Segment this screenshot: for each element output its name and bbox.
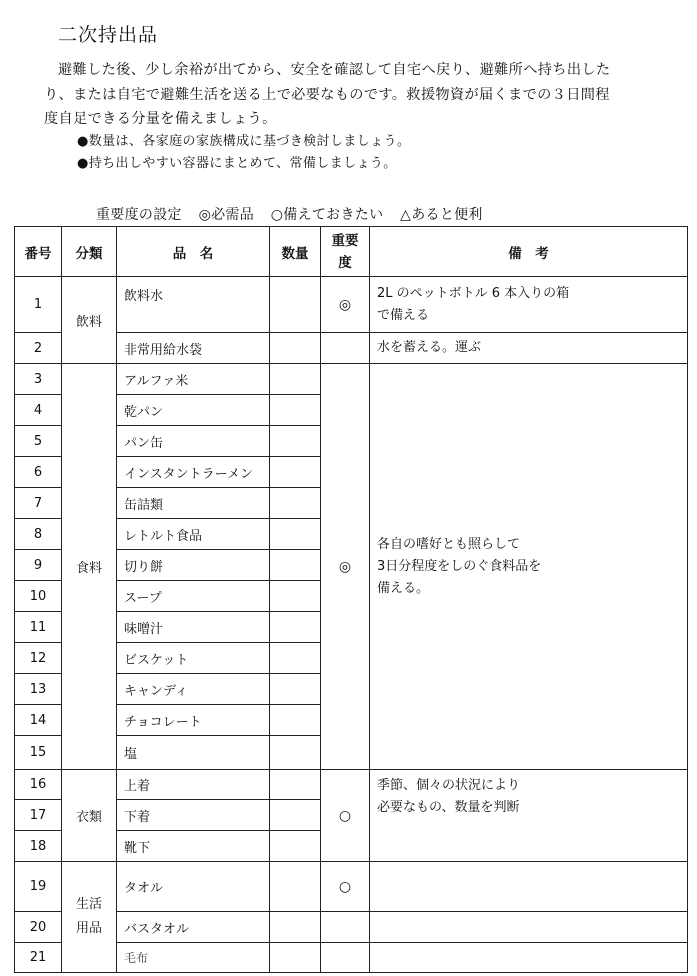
item-name: ビスケット: [117, 643, 270, 674]
table-row: [15, 364, 688, 395]
row-num: 5: [15, 426, 62, 457]
table-row: [15, 770, 688, 800]
legend-must: ◎必需品: [198, 207, 254, 223]
category-cell: 食料: [62, 364, 117, 770]
item-name: タオル: [117, 862, 270, 912]
note-cell: [370, 912, 688, 943]
item-name: パン缶: [117, 426, 270, 457]
qty-cell[interactable]: [270, 395, 321, 426]
qty-cell[interactable]: [270, 862, 321, 912]
item-name: 塩: [117, 736, 270, 770]
bullet-container: ●持ち出しやすい容器にまとめて、常備しましょう。: [77, 156, 397, 171]
row-num: 18: [15, 831, 62, 862]
header-qty: 数量: [270, 227, 321, 277]
qty-cell[interactable]: [270, 277, 321, 333]
row-num: 10: [15, 581, 62, 612]
importance-cell: [321, 333, 370, 364]
item-name: 味噌汁: [117, 612, 270, 643]
item-name: 乾パン: [117, 395, 270, 426]
legend-should: ○備えておきたい: [270, 207, 384, 223]
row-num: 14: [15, 705, 62, 736]
item-name: 非常用給水袋: [117, 333, 270, 364]
item-name: チョコレート: [117, 705, 270, 736]
qty-cell[interactable]: [270, 581, 321, 612]
importance-cell: ○: [321, 862, 370, 912]
note-cell: 水を蓄える。運ぶ: [370, 333, 688, 364]
row-num: 2: [15, 333, 62, 364]
header-note: 備 考: [370, 227, 688, 277]
page-title: 二次持出品: [58, 24, 159, 46]
importance-cell: ◎: [321, 277, 370, 333]
importance-cell: [321, 943, 370, 973]
qty-cell[interactable]: [270, 612, 321, 643]
row-num: 20: [15, 912, 62, 943]
qty-cell[interactable]: [270, 800, 321, 831]
item-name: 缶詰類: [117, 488, 270, 519]
qty-cell[interactable]: [270, 488, 321, 519]
qty-cell[interactable]: [270, 364, 321, 395]
note-cell: 2L のペットボトル 6 本入りの箱 で備える: [370, 277, 688, 333]
category-cell: 衣類: [62, 770, 117, 862]
header-num: 番号: [15, 227, 62, 277]
qty-cell[interactable]: [270, 550, 321, 581]
importance-legend: [96, 204, 495, 224]
item-name: アルファ米: [117, 364, 270, 395]
note-cell: [370, 862, 688, 912]
note-cell: 季節、個々の状況により 必要なもの、数量を判断: [370, 770, 688, 862]
category-cell: 飲料: [62, 277, 117, 364]
qty-cell[interactable]: [270, 674, 321, 705]
item-name: 飲料水: [117, 277, 270, 333]
row-num: 8: [15, 519, 62, 550]
qty-cell[interactable]: [270, 333, 321, 364]
qty-cell[interactable]: [270, 519, 321, 550]
row-num: 3: [15, 364, 62, 395]
bullet-quantity: ●数量は、各家庭の家族構成に基づき検討しましょう。: [77, 134, 411, 149]
item-name: スープ: [117, 581, 270, 612]
importance-cell: [321, 912, 370, 943]
header-name: 品 名: [117, 227, 270, 277]
header-importance: 重要 度: [321, 227, 370, 277]
qty-cell[interactable]: [270, 705, 321, 736]
item-name: 毛布: [117, 943, 270, 973]
row-num: 12: [15, 643, 62, 674]
qty-cell[interactable]: [270, 943, 321, 973]
row-num: 16: [15, 770, 62, 800]
item-name: バスタオル: [117, 912, 270, 943]
intro-line-3: 度自足できる分量を備えましょう。: [44, 111, 277, 127]
item-name: インスタントラーメン: [117, 457, 270, 488]
item-name: レトルト食品: [117, 519, 270, 550]
row-num: 13: [15, 674, 62, 705]
item-name: 靴下: [117, 831, 270, 862]
importance-cell: ○: [321, 770, 370, 862]
item-name: キャンディ: [117, 674, 270, 705]
row-num: 21: [15, 943, 62, 973]
item-name: 切り餅: [117, 550, 270, 581]
qty-cell[interactable]: [270, 457, 321, 488]
item-name: 下着: [117, 800, 270, 831]
qty-cell[interactable]: [270, 770, 321, 800]
intro-line-1: 避難した後、少し余裕が出てから、安全を確認して自宅へ戻り、避難所へ持ち出した: [58, 62, 611, 78]
row-num: 19: [15, 862, 62, 912]
legend-label: 重要度の設定: [96, 207, 182, 223]
row-num: 7: [15, 488, 62, 519]
row-num: 11: [15, 612, 62, 643]
qty-cell[interactable]: [270, 426, 321, 457]
row-num: 6: [15, 457, 62, 488]
intro-text: [44, 58, 684, 132]
row-num: 17: [15, 800, 62, 831]
legend-nice: △あると便利: [400, 207, 483, 223]
table-row: [15, 277, 688, 333]
header-category: 分類: [62, 227, 117, 277]
row-num: 1: [15, 277, 62, 333]
row-num: 4: [15, 395, 62, 426]
note-cell: [370, 943, 688, 973]
intro-line-2: り、または自宅で避難生活を送る上で必要なものです。救援物資が届くまでの３日間程: [44, 86, 610, 103]
importance-cell: ◎: [321, 364, 370, 770]
qty-cell[interactable]: [270, 912, 321, 943]
row-num: 15: [15, 736, 62, 770]
supplies-table: [14, 226, 688, 973]
qty-cell[interactable]: [270, 831, 321, 862]
row-num: 9: [15, 550, 62, 581]
note-cell: 各自の嗜好とも照らして 3日分程度をしのぐ食料品を 備える。: [370, 364, 688, 770]
bullet-list: [77, 131, 410, 175]
item-name: 上着: [117, 770, 270, 800]
qty-cell[interactable]: [270, 736, 321, 770]
category-cell: 生活 用品: [62, 862, 117, 973]
header-row: [15, 227, 688, 277]
qty-cell[interactable]: [270, 643, 321, 674]
table-row: [15, 862, 688, 912]
